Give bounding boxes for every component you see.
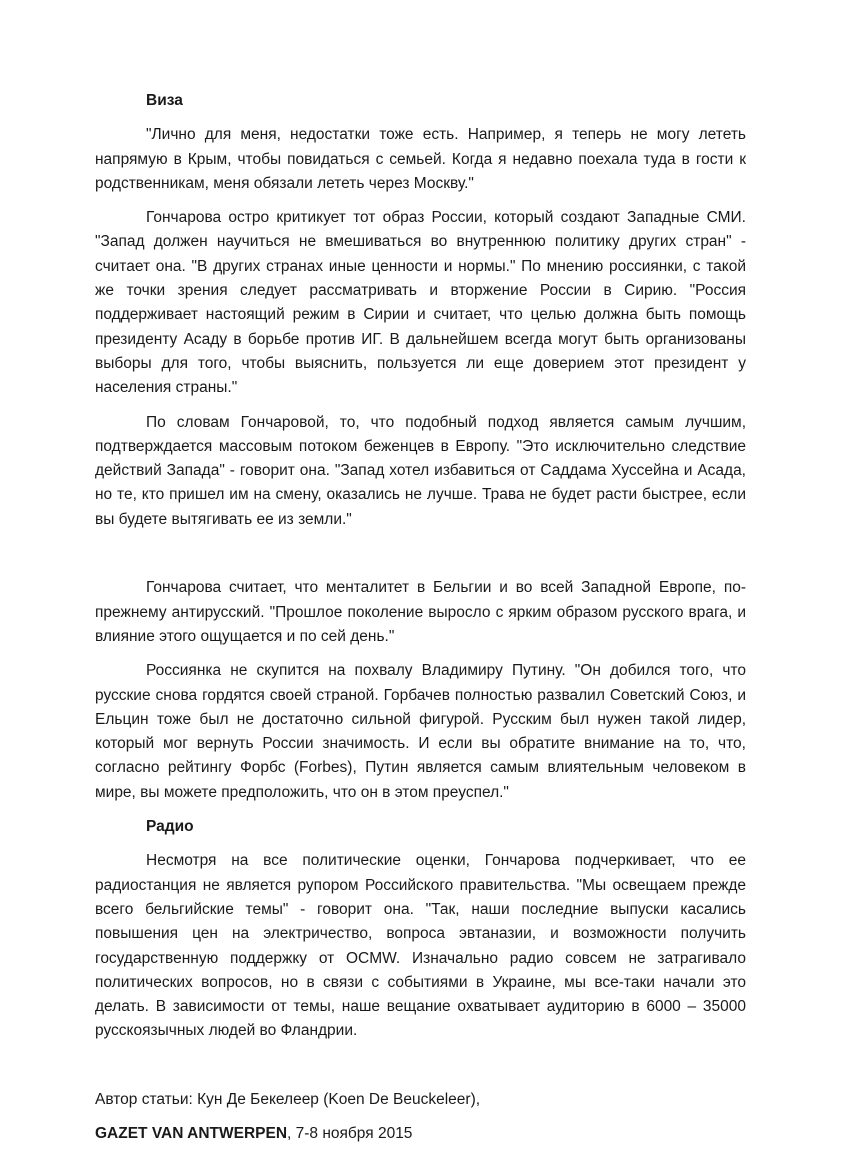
source-date: , 7-8 ноября 2015 bbox=[287, 1125, 413, 1143]
paragraph-refugees: По словам Гончаровой, то, что подобный подход является самым лучшим, подтверждается массовым потоком беженцев в Европу. "Это исключительно следствие действий Запада" - говорит она. "Запад хотел избавиться от Саддама Хуссейна и Асада, но те, кто пришел им на смену, оказались не лучше. Трава не будет расти быстрее, если вы будете вытягивать ее из земли." bbox=[95, 413, 746, 528]
paragraph-west-media: Гончарова остро критикует тот образ России, который создают Западные СМИ. "Запад должен научиться не вмешиваться во внутреннюю политику других стран" - считает она. "В других странах иные ценности и нормы." По мнению россиянки, с такой же точки зрения следует рассматривать и вторжение России в Сирию. "Россия поддерживает настоящий режим в Сирии и считает, что целью должна быть помощь президенту Асаду в борьбе против ИГ. В дальнейшем всегда могут быть организованы выборы для того, чтобы выяснить, пользуется ли еще доверием этот президент у населения страны." bbox=[95, 209, 746, 397]
heading-visa: Виза bbox=[146, 92, 183, 109]
paragraph-visa-quote: "Лично для меня, недостатки тоже есть. Например, я теперь не могу лететь напрямую в Крым, чтобы повидаться с семьей. Когда я недавно поехала туда в гости к родственникам, меня обязали лететь через Москву." bbox=[95, 126, 746, 192]
blank-line bbox=[95, 1054, 746, 1078]
source-line bbox=[95, 1122, 746, 1146]
paragraph-putin: Россиянка не скупится на похвалу Владимиру Путину. "Он добился того, что русские снова гордятся своей страной. Горбачев полностью развалил Советский Союз, и Ельцин тоже был не достаточно сильной фигурой. Русским был нужен такой лидер, который мог вернуть России значимость. И если вы обратите внимание на то, что, согласно рейтингу Форбс (Forbes), Путин является самым влиятельным человеком в мире, вы можете предположить, что он в этом преуспел." bbox=[95, 662, 746, 801]
author-line: Автор статьи: Кун Де Бекелеер (Koen De Beuckeleer), bbox=[95, 1090, 481, 1108]
paragraph-radio-station: Несмотря на все политические оценки, Гончарова подчеркивает, что ее радиостанция не является рупором Российского правительства. "Мы освещаем прежде всего бельгийские темы" - говорит она. "Так, наши последние выпуски касались повышения цен на электричество, вопроса эвтаназии, и возможности получить государственную поддержку от OCMW. Изначально радио совсем не затрагивало политических вопросов, но в связи с событиями в Украине, мы все-таки начали это делать. В зависимости от темы, наше вещание охватывает аудиторию в 6000 – 35000 русскоязычных людей во Фландрии. bbox=[95, 852, 746, 1040]
blank-line bbox=[95, 542, 746, 566]
paragraph-mentality: Гончарова считает, что менталитет в Бельгии и во всей Западной Европе, по-прежнему антирусский. "Прошлое поколение выросло с ярким образом русского врага, и влияние этого ощущается и по сей день." bbox=[95, 579, 746, 645]
heading-radio: Радио bbox=[146, 818, 194, 836]
source-name: GAZET VAN ANTWERPEN bbox=[95, 1125, 288, 1143]
